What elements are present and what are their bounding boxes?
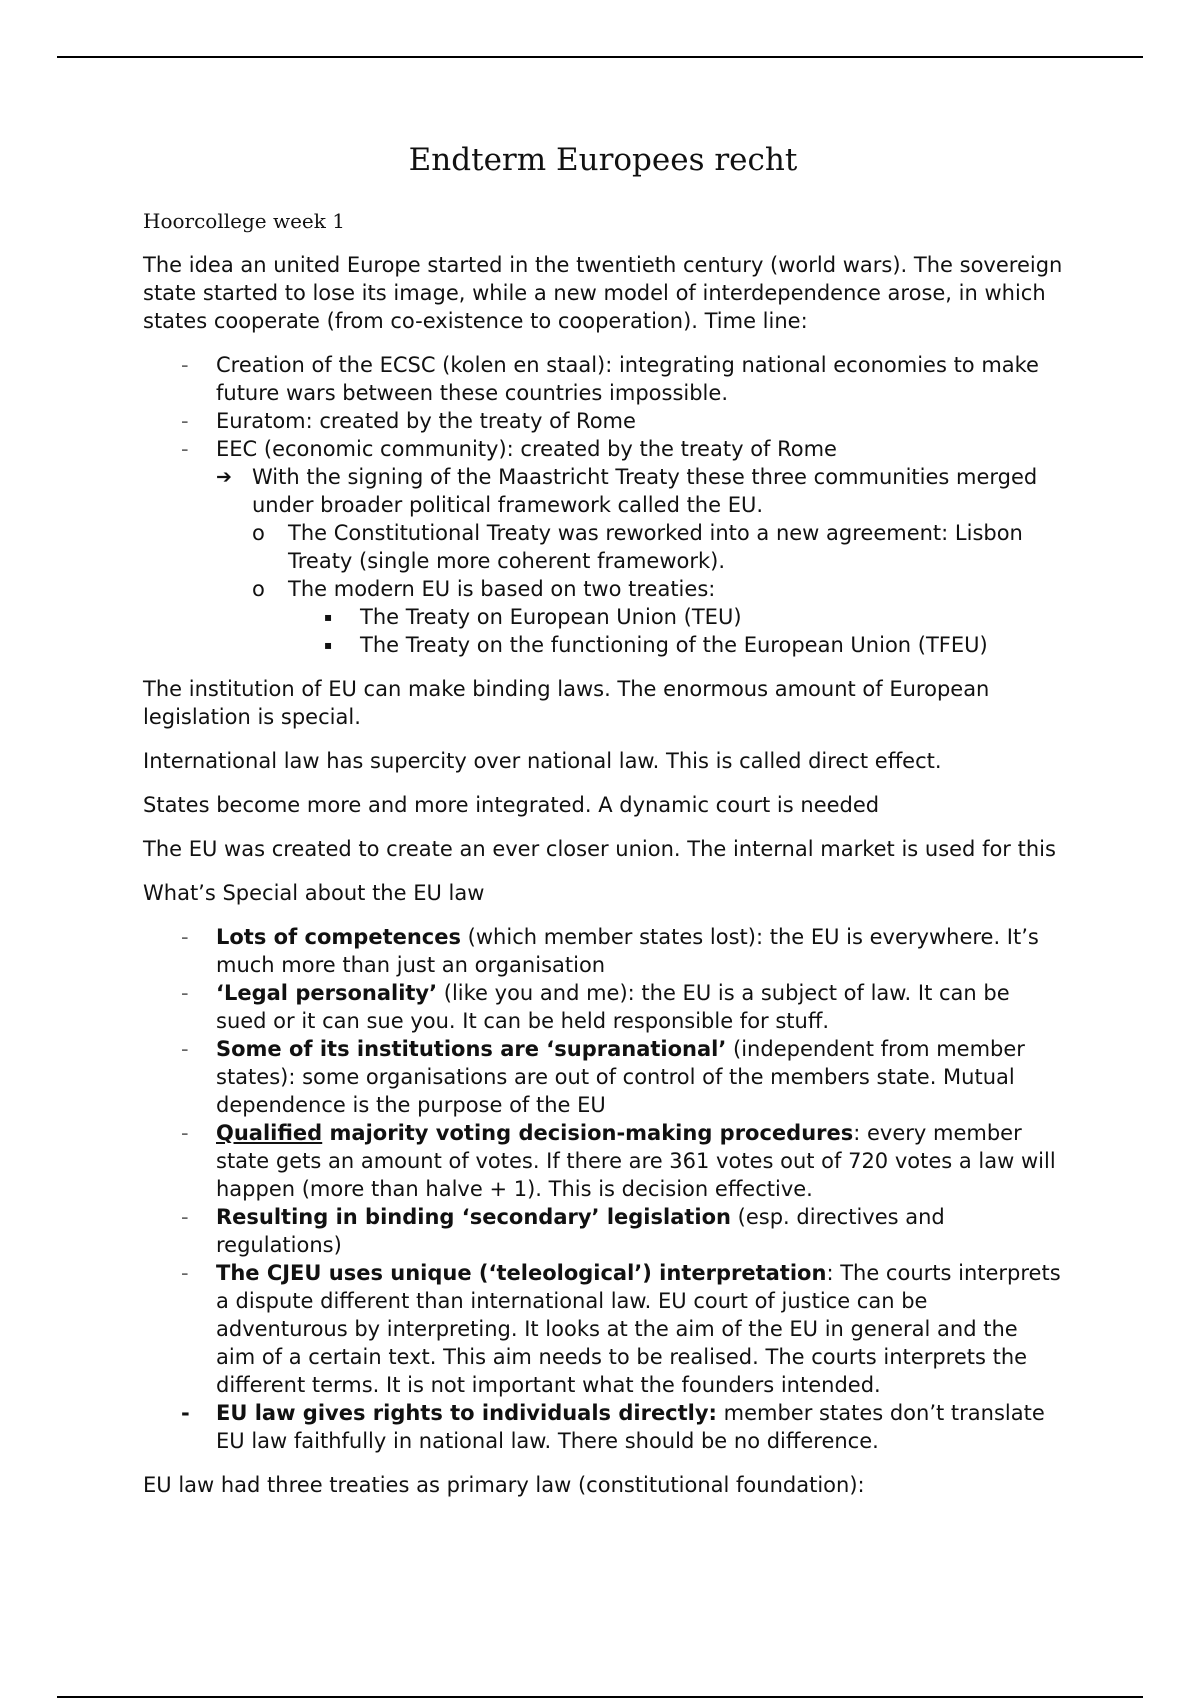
square-bullet-icon: ▪ [324, 638, 333, 652]
list-item-text: Creation of the ECSC (kolen en staal): integrating national economies to make future wars between these countries impossible. [216, 353, 1039, 405]
list-item-text: The Constitutional Treaty was reworked into a new agreement: Lisbon Treaty (single more coherent framework). [288, 521, 1023, 573]
list-item-text: Euratom: created by the treaty of Rome [216, 409, 636, 433]
feature-description: (independent from member states): some organisations are out of control of the members state. Mutual dependence is the purpose of the EU [216, 1037, 1025, 1117]
list-item-text: EEC (economic community): created by the treaty of Rome [216, 437, 837, 461]
feature-term: majority voting decision-making procedures [322, 1121, 854, 1145]
list-item [143, 435, 1063, 463]
square-bullet-icon: ▪ [324, 610, 333, 624]
dash-bullet: - [181, 925, 189, 949]
special-features-list [143, 923, 1063, 1455]
list-item [143, 351, 1063, 407]
dash-bullet: - [181, 1261, 189, 1285]
timeline-list [143, 351, 1063, 659]
dash-bullet: - [181, 353, 189, 377]
feature-description: (like you and me): the EU is a subject of law. It can be sued or it can sue you. It can be held responsible for stuff. [216, 981, 1010, 1033]
feature-term: Resulting in binding ‘secondary’ legislation [216, 1205, 731, 1229]
footer-rule [57, 1696, 1143, 1698]
paragraph-closer-union: The EU was created to create an ever closer union. The internal market is used for this [143, 837, 1056, 861]
feature-term: Lots of competences [216, 925, 461, 949]
dash-bullet: - [181, 409, 189, 433]
feature-term: ‘Legal personality’ [216, 981, 438, 1005]
feature-description: member states don’t translate EU law faithfully in national law. There should be no difference. [216, 1401, 1045, 1453]
dash-bullet: - [181, 981, 189, 1005]
feature-description: (esp. directives and regulations) [216, 1205, 945, 1257]
document-page [143, 140, 1063, 1515]
feature-description: (which member states lost): the EU is everywhere. It’s much more than just an organisation [216, 925, 1039, 977]
feature-description: : every member state gets an amount of votes. If there are 361 votes out of 720 votes a law will happen (more than halve + 1). This is decision effective. [216, 1121, 1056, 1201]
paragraph-direct-effect: International law has supercity over national law. This is called direct effect. [143, 749, 942, 773]
document-title: Endterm Europees recht [408, 142, 798, 178]
list-item [143, 603, 1063, 631]
arrow-bullet-icon: ➔ [216, 466, 232, 488]
circle-bullet: o [252, 521, 265, 545]
list-item-text: The modern EU is based on two treaties: [288, 577, 716, 601]
header-rule [57, 56, 1143, 58]
intro-paragraph: The idea an united Europe started in the twentieth century (world wars). The sovereign state started to lose its image, while a new model of interdependence arose, in which states cooperate (from co-existence to cooperation). Time line: [143, 253, 1063, 333]
list-item [143, 1119, 1063, 1203]
circle-bullet: o [252, 577, 265, 601]
list-item [143, 1035, 1063, 1119]
feature-description: : The courts interprets a dispute different than international law. EU court of justice can be adventurous by interpreting. It looks at the aim of the EU in general and the aim of a certain text. This aim needs to be realised. The courts interprets the different terms. It is not important what the founders intended. [216, 1261, 1061, 1397]
feature-term: Some of its institutions are ‘supranational’ [216, 1037, 727, 1061]
feature-term-underlined: Qualified [216, 1121, 323, 1145]
list-item-text: With the signing of the Maastricht Treaty these three communities merged under broader political framework called the EU. [252, 465, 1038, 517]
feature-term: EU law gives rights to individuals directly: [216, 1401, 717, 1425]
feature-term: The CJEU uses unique (‘teleological’) interpretation [216, 1261, 827, 1285]
list-item-text: The Treaty on European Union (TEU) [360, 605, 742, 629]
list-item [143, 407, 1063, 435]
paragraph-primary-law: EU law had three treaties as primary law (constitutional foundation): [143, 1473, 865, 1497]
dash-bullet: - [181, 1401, 190, 1425]
list-item [143, 1399, 1063, 1455]
dash-bullet: - [181, 1205, 189, 1229]
dash-bullet: - [181, 1037, 189, 1061]
paragraph-binding-laws: The institution of EU can make binding laws. The enormous amount of European legislation is special. [143, 677, 990, 729]
list-item [143, 519, 1063, 575]
section-subheading: Hoorcollege week 1 [143, 209, 345, 233]
list-item [143, 1203, 1063, 1259]
list-item [143, 1259, 1063, 1399]
paragraph-dynamic-court: States become more and more integrated. A dynamic court is needed [143, 793, 880, 817]
list-item [143, 979, 1063, 1035]
dash-bullet: - [181, 1121, 189, 1145]
paragraph-special-heading: What’s Special about the EU law [143, 881, 485, 905]
list-item [143, 631, 1063, 659]
list-item [143, 575, 1063, 603]
list-item [143, 463, 1063, 519]
list-item-text: The Treaty on the functioning of the European Union (TFEU) [360, 633, 988, 657]
list-item [143, 923, 1063, 979]
dash-bullet: - [181, 437, 189, 461]
